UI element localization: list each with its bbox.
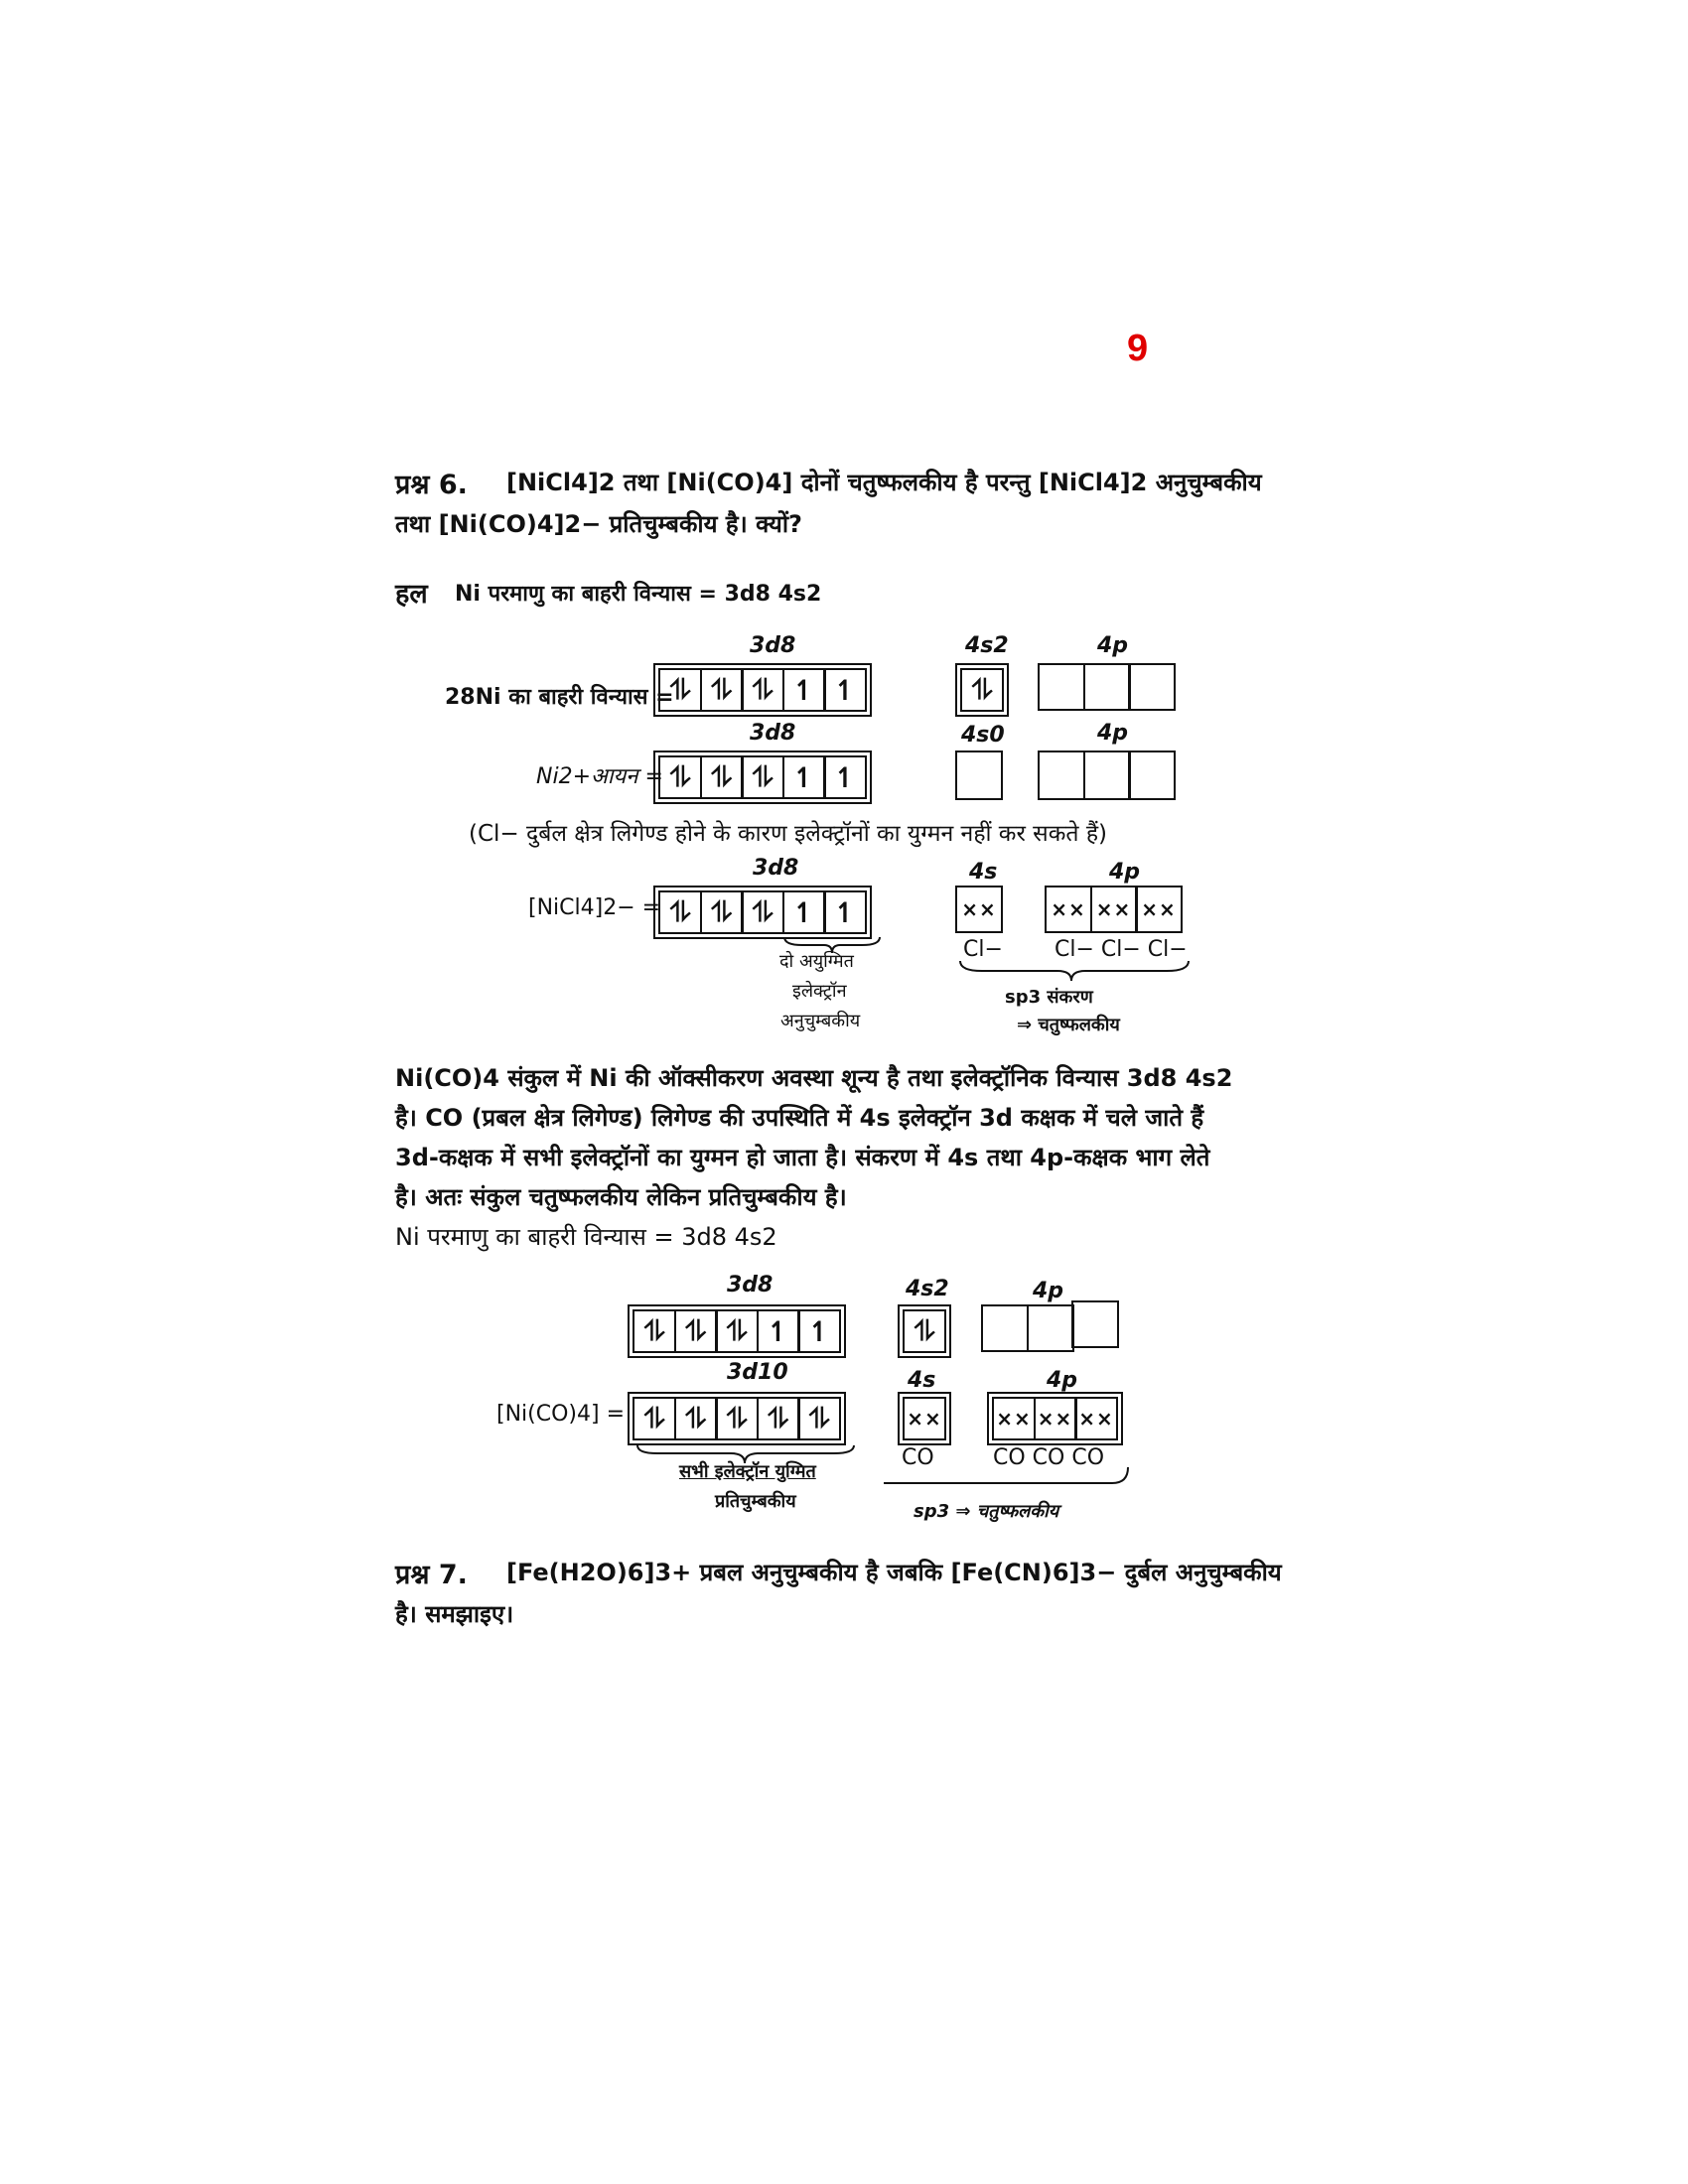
page-number: 9	[1127, 328, 1149, 369]
orbital-box	[955, 751, 1003, 800]
hybrid-line1: sp3 संकरण	[1005, 987, 1093, 1008]
question-7-line1: [Fe(H2O)6]3+ प्रबल अनुचुम्बकीय है जबकि [Fe(CN)6]3− दुर्बल अनुचुम्बकीय	[506, 1559, 1282, 1586]
para2-line3: 3d-कक्षक में सभी इलेक्ट्रॉनों का युग्मन हो जाता है। संकरण में 4s तथा 4p-कक्षक भाग लेते	[395, 1144, 1210, 1171]
d2r1-4s-label: 4s2	[906, 1277, 949, 1301]
d1r1-3d-boxes	[653, 663, 872, 717]
orbital-box	[1027, 1304, 1074, 1352]
orbital-box	[1083, 663, 1131, 711]
para2-line5: Ni परमाणु का बाहरी विन्यास = 3d8 4s2	[395, 1223, 777, 1251]
d1r1-label: 28Ni का बाहरी विन्यास =	[445, 685, 674, 710]
orbital-box: ××	[1045, 886, 1092, 933]
paired-line1: सभी इलेक्ट्रॉन युग्मित	[679, 1461, 816, 1482]
d2r1-4s-boxes	[898, 1304, 951, 1358]
orbital-box: ⥮	[715, 1397, 759, 1440]
d2r1-4p-boxes	[981, 1304, 1119, 1352]
orbital-box: ↿	[757, 1309, 800, 1353]
orbital-box: ↿	[823, 668, 867, 712]
orbital-box	[1083, 751, 1131, 800]
orbital-box: ⥮	[960, 668, 1004, 712]
question-6-line1: [NiCl4]2 तथा [Ni(CO)4] दोनों चतुष्फलकीय है परन्तु [NiCl4]2 अनुचुम्बकीय	[506, 469, 1262, 496]
hybrid-line2: ⇒ चतुष्फलकीय	[1017, 1015, 1120, 1035]
hybrid-brace	[958, 959, 1192, 983]
d1r1-4p-label: 4p	[1097, 633, 1129, 658]
paired-line2: प्रतिचुम्बकीय	[715, 1491, 796, 1512]
d1r1-4p-boxes	[1038, 663, 1176, 711]
d1r2-3d-boxes	[653, 751, 872, 804]
orbital-box	[981, 1304, 1029, 1352]
d2r1-4p-label: 4p	[1033, 1279, 1064, 1303]
d2r2-4s-label: 4s	[908, 1368, 936, 1393]
d1r2-label: Ni2+आयन =	[536, 764, 663, 789]
orbital-box: ××	[1090, 886, 1138, 933]
d1r3-4p-boxes	[1045, 886, 1183, 933]
solution-text: Ni परमाणु का बाहरी विन्यास = 3d8 4s2	[455, 582, 822, 607]
orbital-box: ⥮	[633, 1397, 676, 1440]
para2-line1: Ni(CO)4 संकुल में Ni की ऑक्सीकरण अवस्था शून्य है तथा इलेक्ट्रॉनिक विन्यास 3d8 4s2	[395, 1064, 1233, 1092]
orbital-box: ⥮	[741, 668, 784, 712]
d1r2-4p-label: 4p	[1097, 721, 1129, 746]
d2r2-label: [Ni(CO)4] =	[496, 1402, 626, 1427]
orbital-box: ↿	[823, 890, 867, 934]
d1r3-ligand-4s: Cl−	[963, 937, 1003, 962]
question-7-line2: है। समझाइए।	[395, 1600, 514, 1628]
solution-label: हल	[395, 579, 428, 610]
d1r3-3d-label: 3d8	[753, 856, 799, 881]
d1r2-4s-boxes	[955, 751, 1003, 800]
d1r2-3d-label: 3d8	[750, 721, 796, 746]
orbital-box: ⥮	[741, 755, 784, 799]
d2r2-3d-boxes	[628, 1392, 846, 1445]
orbital-box: ××	[1034, 1397, 1077, 1440]
orbital-box: ××	[992, 1397, 1036, 1440]
orbital-box: ⥮	[658, 668, 702, 712]
orbital-box: ⥮	[658, 890, 702, 934]
orbital-box	[1128, 663, 1176, 711]
unpaired-line2: इलेक्ट्रॉन	[792, 981, 847, 1002]
d1r3-label: [NiCl4]2− =	[528, 895, 661, 920]
d1r1-3d-label: 3d8	[750, 633, 796, 658]
para2-line4: है। अतः संकुल चतुष्फलकीय लेकिन प्रतिचुम्बकीय है।	[395, 1183, 847, 1211]
question-6-line2: तथा [Ni(CO)4]2− प्रतिचुम्बकीय है। क्यों?	[395, 510, 802, 538]
d1r3-ligands-4p: Cl− Cl− Cl−	[1055, 937, 1188, 962]
unpaired-line3: अनुचुम्बकीय	[780, 1011, 861, 1031]
orbital-box: ↿	[782, 668, 826, 712]
orbital-box: ⥮	[700, 890, 744, 934]
weak-ligand-note: (Cl− दुर्बल क्षेत्र लिगेण्ड होने के कारण इलेक्ट्रॉनों का युग्मन नहीं कर सकते हैं)	[469, 821, 1108, 847]
hybrid2-text: sp3 ⇒ चतुष्फलकीय	[914, 1501, 1059, 1522]
orbital-box: ⥮	[741, 890, 784, 934]
orbital-box: ↿	[797, 1309, 841, 1353]
d1r1-4s-boxes	[955, 663, 1009, 717]
unpaired-line1: दो अयुग्मित	[779, 951, 854, 972]
d2r2-ligand-4s: CO	[902, 1445, 934, 1470]
orbital-box: ⥮	[700, 668, 744, 712]
orbital-box	[1071, 1300, 1119, 1348]
d2r1-3d-boxes	[628, 1304, 846, 1358]
question-6-label: प्रश्न 6.	[395, 470, 468, 500]
orbital-box	[1038, 751, 1085, 800]
para2-line2: है। CO (प्रबल क्षेत्र लिगेण्ड) लिगेण्ड की उपस्थिति में 4s इलेक्ट्रॉन 3d कक्षक में चले जाते हैं	[395, 1104, 1204, 1132]
orbital-box: ××	[903, 1397, 946, 1440]
orbital-box: ⥮	[797, 1397, 841, 1440]
orbital-box: ↿	[823, 755, 867, 799]
d2r2-4s-boxes	[898, 1392, 951, 1445]
orbital-box: ⥮	[903, 1309, 946, 1353]
orbital-box: ××	[1135, 886, 1183, 933]
d1r2-4s-label: 4s0	[961, 723, 1005, 748]
d2r2-4p-boxes	[987, 1392, 1123, 1445]
orbital-box: ⥮	[757, 1397, 800, 1440]
d2r2-3d-label: 3d10	[727, 1360, 788, 1385]
d2r1-3d-label: 3d8	[727, 1273, 774, 1297]
orbital-box	[1038, 663, 1085, 711]
orbital-box: ××	[1074, 1397, 1118, 1440]
orbital-box: ↿	[782, 755, 826, 799]
d1r3-3d-boxes	[653, 886, 872, 939]
orbital-box: ⥮	[674, 1309, 718, 1353]
orbital-box: ⥮	[633, 1309, 676, 1353]
d1r1-4s-label: 4s2	[965, 633, 1009, 658]
d2r2-ligands-4p: CO CO CO	[993, 1445, 1105, 1470]
d1r3-4s-label: 4s	[969, 860, 998, 885]
orbital-box: ⥮	[658, 755, 702, 799]
orbital-box: ⥮	[674, 1397, 718, 1440]
question-7-label: प्रश्न 7.	[395, 1560, 468, 1590]
d1r3-4p-label: 4p	[1109, 860, 1141, 885]
orbital-box: ××	[955, 886, 1003, 933]
orbital-box: ⥮	[700, 755, 744, 799]
d2r2-4p-label: 4p	[1047, 1368, 1078, 1393]
orbital-box: ⥮	[715, 1309, 759, 1353]
d1r3-4s-boxes	[955, 886, 1003, 933]
d1r2-4p-boxes	[1038, 751, 1176, 800]
orbital-box: ↿	[782, 890, 826, 934]
orbital-box	[1128, 751, 1176, 800]
